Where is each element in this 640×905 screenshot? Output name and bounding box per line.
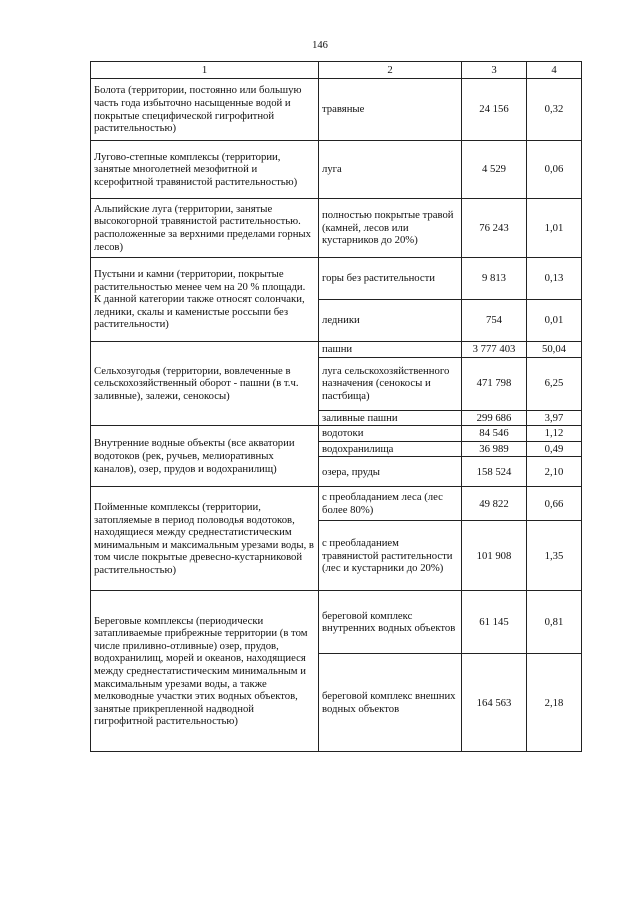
area-cell: 471 798	[462, 357, 527, 410]
area-cell: 299 686	[462, 410, 527, 426]
subtype-cell: с преобладанием травянистой растительности (лес и кустарники до 20%)	[319, 521, 462, 591]
area-cell: 61 145	[462, 591, 527, 654]
subtype-cell: с преобладанием леса (лес более 80%)	[319, 487, 462, 521]
percent-cell: 2,18	[527, 654, 582, 752]
area-cell: 24 156	[462, 79, 527, 141]
area-cell: 49 822	[462, 487, 527, 521]
subtype-cell: луга сельскохозяйственного назначения (сенокосы и пастбища)	[319, 357, 462, 410]
header-cell: 2	[319, 62, 462, 79]
percent-cell: 0,06	[527, 141, 582, 199]
page-number: 146	[312, 40, 328, 51]
category-cell: Лугово-степные комплексы (территории, занятые многолетней мезофитной и ксерофитной травянистой растительностью)	[91, 141, 319, 199]
table-row	[91, 141, 582, 199]
subtype-cell: пашни	[319, 342, 462, 358]
header-cell: 4	[527, 62, 582, 79]
subtype-cell: луга	[319, 141, 462, 199]
percent-cell: 0,01	[527, 300, 582, 342]
percent-cell: 2,10	[527, 457, 582, 487]
header-cell: 1	[91, 62, 319, 79]
land-category-table	[90, 61, 582, 752]
percent-cell: 1,12	[527, 426, 582, 442]
table-row	[91, 199, 582, 258]
percent-cell: 50,04	[527, 342, 582, 358]
area-cell: 164 563	[462, 654, 527, 752]
area-cell: 9 813	[462, 258, 527, 300]
category-cell: Береговые комплексы (периодически затапливаемые прибрежные территории (в том числе приливно-отливные) озер, прудов, водохранилищ, морей и океанов, находящиеся между среднестатистическим минимальным и максимальным урезами воды, а также мелководные участки этих водных объектов, занятые прикрепленной надводной гигрофитной растительностью)	[91, 591, 319, 752]
area-cell: 36 989	[462, 441, 527, 457]
subtype-cell: водотоки	[319, 426, 462, 442]
percent-cell: 0,66	[527, 487, 582, 521]
area-cell: 84 546	[462, 426, 527, 442]
category-cell: Альпийские луга (территории, занятые высокогорной травянистой растительностью. расположенные за верхними пределами горных лесов)	[91, 199, 319, 258]
percent-cell: 0,13	[527, 258, 582, 300]
area-cell: 158 524	[462, 457, 527, 487]
percent-cell: 0,81	[527, 591, 582, 654]
percent-cell: 1,35	[527, 521, 582, 591]
percent-cell: 0,49	[527, 441, 582, 457]
percent-cell: 3,97	[527, 410, 582, 426]
subtype-cell: береговой комплекс внешних водных объектов	[319, 654, 462, 752]
subtype-cell: ледники	[319, 300, 462, 342]
subtype-cell: береговой комплекс внутренних водных объектов	[319, 591, 462, 654]
category-cell: Сельхозугодья (территории, вовлеченные в сельскохозяйственный оборот - пашни (в т.ч. заливные), залежи, сенокосы)	[91, 342, 319, 426]
subtype-cell: травяные	[319, 79, 462, 141]
subtype-cell: озера, пруды	[319, 457, 462, 487]
table-row	[91, 426, 582, 442]
table-row	[91, 487, 582, 521]
percent-cell: 0,32	[527, 79, 582, 141]
percent-cell: 6,25	[527, 357, 582, 410]
area-cell: 754	[462, 300, 527, 342]
area-cell: 4 529	[462, 141, 527, 199]
subtype-cell: полностью покрытые травой (камней, лесов или кустарников до 20%)	[319, 199, 462, 258]
category-cell: Пойменные комплексы (территории, затопляемые в период половодья водотоков, находящиеся между среднестатистическим минимальным и максимальным урезами воды, в том числе покрытые древесно-кустарниковой растительностью)	[91, 487, 319, 591]
subtype-cell: заливные пашни	[319, 410, 462, 426]
subtype-cell: горы без растительности	[319, 258, 462, 300]
category-cell: Болота (территории, постоянно или большую часть года избыточно насыщенные водой и покрытые специфической гигрофитной растительностью)	[91, 79, 319, 141]
table-row	[91, 79, 582, 141]
table-header-row	[91, 62, 582, 79]
percent-cell: 1,01	[527, 199, 582, 258]
subtype-cell: водохранилища	[319, 441, 462, 457]
area-cell: 3 777 403	[462, 342, 527, 358]
category-cell: Пустыни и камни (территории, покрытые растительностью менее чем на 20 % площади. К данной категории также относят солончаки, ледники, скалы и каменистые россыпи без растительности)	[91, 258, 319, 342]
table-row	[91, 591, 582, 654]
header-cell: 3	[462, 62, 527, 79]
category-cell: Внутренние водные объекты (все акватории водотоков (рек, ручьев, мелиоративных каналов), озер, прудов и водохранилищ)	[91, 426, 319, 487]
area-cell: 101 908	[462, 521, 527, 591]
table-row	[91, 342, 582, 358]
area-cell: 76 243	[462, 199, 527, 258]
table-row	[91, 258, 582, 300]
